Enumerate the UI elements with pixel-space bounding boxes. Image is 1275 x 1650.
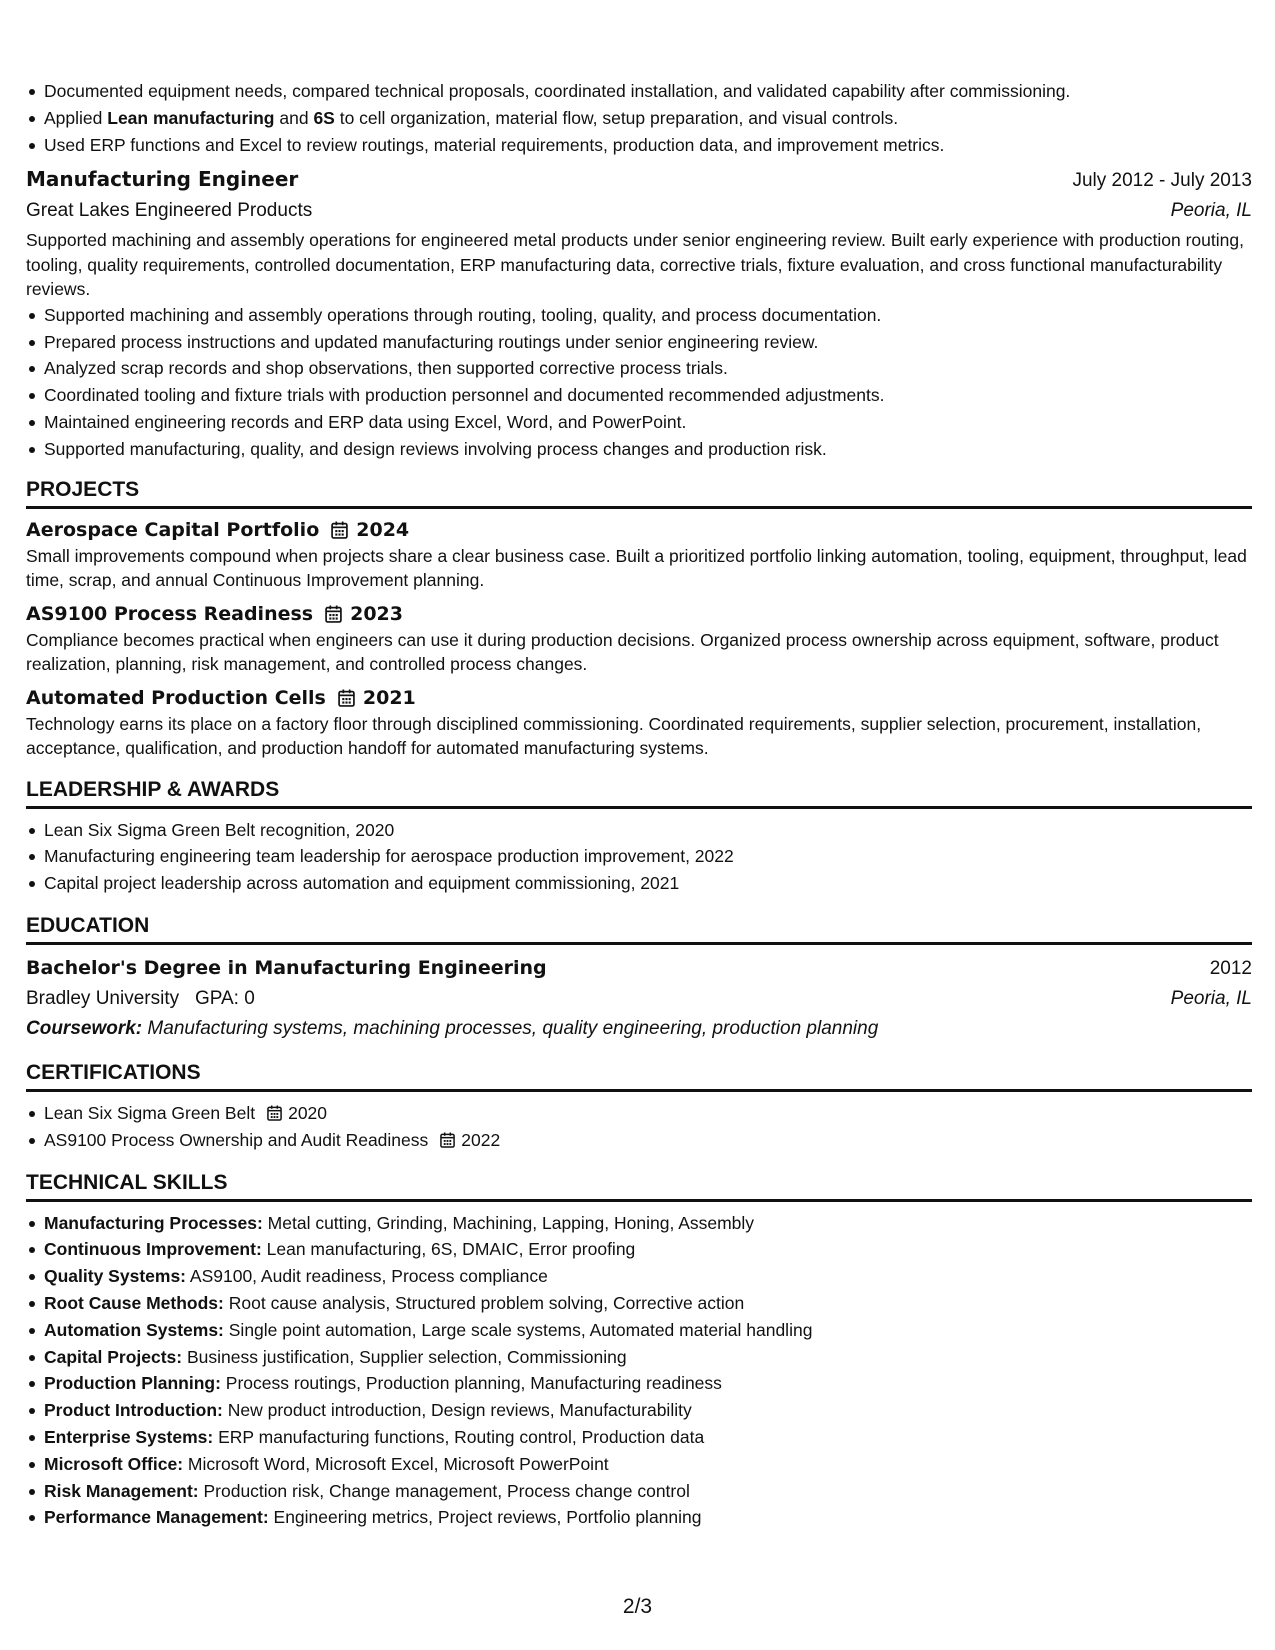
school-line <box>26 984 255 1014</box>
education-heading: EDUCATION <box>26 913 1252 945</box>
degree-year: 2012 <box>1209 958 1252 980</box>
list-item: Automation Systems: Single point automation, Large scale systems, Automated material handling <box>26 1317 1252 1344</box>
list-item: AS9100 Process Ownership and Audit Readiness 2022 <box>26 1127 1252 1154</box>
calendar-icon <box>325 605 342 623</box>
certifications-heading: CERTIFICATIONS <box>26 1060 1252 1092</box>
list-item: Product Introduction: New product introduction, Design reviews, Manufacturability <box>26 1397 1252 1424</box>
project-description: Compliance becomes practical when engineers can use it during production decisions. Organized process ownership across equipment, software, product realization, planning, risk management, and controlled process changes. <box>26 629 1219 675</box>
skills-list <box>26 1210 1252 1532</box>
project-title: Automated Production Cells 2021 <box>26 686 416 709</box>
certifications-list <box>26 1100 1252 1154</box>
list-item: Maintained engineering records and ERP data using Excel, Word, and PowerPoint. <box>26 409 1252 436</box>
list-item: Capital Projects: Business justification, Supplier selection, Commissioning <box>26 1344 1252 1371</box>
list-item: Production Planning: Process routings, Production planning, Manufacturing readiness <box>26 1370 1252 1397</box>
list-item: Manufacturing engineering team leadership for aerospace production improvement, 2022 <box>26 843 1252 870</box>
coursework: Coursework: Manufacturing systems, machining processes, quality engineering, production planning <box>26 1018 879 1040</box>
list-item: Used ERP functions and Excel to review routings, material requirements, production data, and improvement metrics. <box>26 132 1252 159</box>
list-item: Lean Six Sigma Green Belt 2020 <box>26 1100 1252 1127</box>
list-item: Root Cause Methods: Root cause analysis, Structured problem solving, Corrective action <box>26 1290 1252 1317</box>
job-title: Manufacturing Engineer <box>26 167 299 192</box>
list-item: Lean Six Sigma Green Belt recognition, 2020 <box>26 817 1252 844</box>
school-location: Peoria, IL <box>1170 988 1252 1010</box>
list-item: Supported machining and assembly operations through routing, tooling, quality, and process documentation. <box>26 302 1252 329</box>
list-item: Microsoft Office: Microsoft Word, Microsoft Excel, Microsoft PowerPoint <box>26 1451 1252 1478</box>
project-description: Technology earns its place on a factory floor through disciplined commissioning. Coordinated requirements, supplier selection, procurement, installation, acceptance, qualification, and production handoff for automated manufacturing systems. <box>26 713 1202 759</box>
projects-section <box>26 517 1252 761</box>
list-item: Manufacturing Processes: Metal cutting, Grinding, Machining, Lapping, Honing, Assembly <box>26 1210 1252 1237</box>
list-item: Performance Management: Engineering metrics, Project reviews, Portfolio planning <box>26 1504 1252 1531</box>
job-bullets <box>26 302 1252 463</box>
degree-title: Bachelor's Degree in Manufacturing Engineering <box>26 957 547 980</box>
list-item: Supported manufacturing, quality, and design reviews involving process changes and production risk. <box>26 436 1252 463</box>
calendar-icon <box>267 1105 282 1121</box>
education-entry <box>26 953 1252 1044</box>
school-name: Bradley University <box>26 988 180 1010</box>
calendar-icon <box>338 689 355 707</box>
list-item: Risk Management: Production risk, Change management, Process change control <box>26 1478 1252 1505</box>
list-item: Continuous Improvement: Lean manufacturing, 6S, DMAIC, Error proofing <box>26 1236 1252 1263</box>
calendar-icon <box>440 1132 455 1148</box>
page-number: 2/3 <box>622 1595 653 1618</box>
leadership-list <box>26 817 1252 897</box>
list-item: Prepared process instructions and updated manufacturing routings under senior engineering review. <box>26 329 1252 356</box>
list-item: Coordinated tooling and fixture trials with production personnel and documented recommended adjustments. <box>26 382 1252 409</box>
job-company: Great Lakes Engineered Products <box>26 200 313 222</box>
project-title: AS9100 Process Readiness 2023 <box>26 602 403 625</box>
list-item: Enterprise Systems: ERP manufacturing functions, Routing control, Production data <box>26 1424 1252 1451</box>
job-entry <box>26 164 1252 462</box>
project-description: Small improvements compound when projects share a clear business case. Built a prioritized portfolio linking automation, tooling, equipment, throughput, lead time, scrap, and annual Continuous Improvement planning. <box>26 545 1247 591</box>
list-item: Applied Lean manufacturing and 6S to cell organization, material flow, setup preparation, and visual controls. <box>26 105 1252 132</box>
experience-continued-list <box>26 78 1252 158</box>
list-item: Analyzed scrap records and shop observations, then supported corrective process trials. <box>26 355 1252 382</box>
skills-heading: TECHNICAL SKILLS <box>26 1170 1252 1202</box>
resume-page <box>26 78 1252 1531</box>
project-title: Aerospace Capital Portfolio 2024 <box>26 518 410 541</box>
leadership-heading: LEADERSHIP & AWARDS <box>26 777 1252 809</box>
job-dates: July 2012 - July 2013 <box>1072 170 1252 192</box>
job-summary: Supported machining and assembly operations for engineered metal products under senior engineering review. Built early experience with production routing, tooling, quality requirements, controlled documentation, ERP manufacturing data, corrective trials, fixture evaluation, and cross functional manufacturability reviews. <box>26 230 1244 300</box>
projects-heading: PROJECTS <box>26 477 1252 509</box>
list-item: Quality Systems: AS9100, Audit readiness, Process compliance <box>26 1263 1252 1290</box>
job-location: Peoria, IL <box>1170 200 1252 222</box>
calendar-icon <box>331 521 348 539</box>
gpa: GPA: 0 <box>194 988 255 1010</box>
list-item: Documented equipment needs, compared technical proposals, coordinated installation, and validated capability after commissioning. <box>26 78 1252 105</box>
list-item: Capital project leadership across automation and equipment commissioning, 2021 <box>26 870 1252 897</box>
